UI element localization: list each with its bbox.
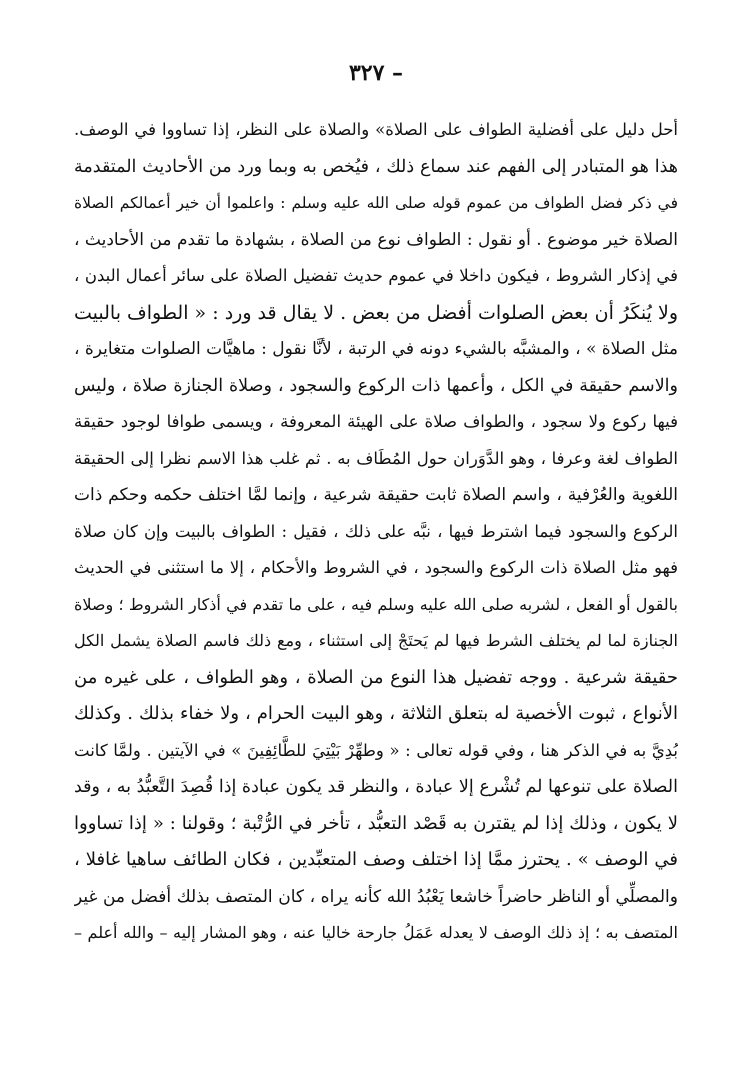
text-line: لا يكون ، وذلك إذا لم يقترن به قَصْد التعبُّد ، تأخر في الرُّتْبة ؛ وقولنا : « إذا تساووا xyxy=(74,812,678,834)
text-line: الصلاة خير موضوع . أو نقول : الطواف نوع من الصلاة ، بشهادة ما تقدم من الأحاديث ، xyxy=(74,229,678,250)
text-line: الركوع والسجود فيما اشترط فيها ، نبَّه على ذلك ، فقيل : الطواف بالبيت وإن كان صلاة xyxy=(74,521,678,541)
text-line: فيها ركوع ولا سجود ، والطواف صلاة على الهيئة المعروفة ، ويسمى طوافا لوجود حقيقة xyxy=(74,412,678,431)
text-line: الأنواع ، ثبوت الأخصية له بتعلق الثلاثة ، وهو البيت الحرام ، ولا خفاء بذلك . وكذلك xyxy=(74,703,678,724)
text-line: فهو مثل الصلاة ذات الركوع والسجود ، في الشروط والأحكام ، إلا ما استثنى في الحديث xyxy=(74,558,678,577)
text-line: هذا هو المتبادر إلى الفهم عند سماع ذلك ، فيُخص به وبما ورد من الأحاديث المتقدمة xyxy=(74,156,678,177)
text-line: والمصلِّي أو الناظر حاضراً خاشعا يَعْبُدُ الله كأنه يراه ، كان المتصف بذلك أفضل من غير xyxy=(74,886,678,907)
text-line: المتصف به ؛ إذ ذلك الوصف لا يعدله عَمَلُ جارحة خاليا عنه ، وهو المشار إليه – والله أعلم – xyxy=(74,923,678,942)
text-line: بالقول أو الفعل ، لشربه صلى الله عليه وسلم فيه ، على ما تقدم في أذكار الشروط ؛ وصلاة xyxy=(74,594,678,614)
text-line: ولا يُنكَرُ أن بعض الصلوات أفضل من بعض . لا يقال قد ورد : « الطواف بالبيت xyxy=(74,301,678,324)
text-line: الصلاة على تنوعها لم تُشْرع إلا عبادة ، والنظر قد يكون عبادة إذا قُصِدَ التَّعبُّدُ به ، وقد xyxy=(74,777,678,797)
text-line: حقيقة شرعية . ووجه تفضيل هذا النوع من الصلاة ، وهو الطواف ، على غيره من xyxy=(74,666,678,688)
text-line: بُدِيَّ به في الذكر هنا ، وفي قوله تعالى : « وطهِّرْ بَيْتِيَ للطَّائِفِينَ » في الآيتين . ولمَّا كانت xyxy=(74,740,678,760)
text-line: في الوصف » . يحترز ممَّا إذا اختلف وصف المتعبِّدين ، فكان الطائف ساهيا غافلا ، xyxy=(74,849,678,870)
text-line: في إذكار الشروط ، فيكون داخلا في عموم حديث تفضيل الصلاة على سائر أعمال البدن ، xyxy=(74,266,678,285)
text-line: أحل دليل على أفضلية الطواف على الصلاة» والصلاة على النظر، إذا تساووا في الوصف. xyxy=(74,120,678,139)
text-line: الجنازة لما لم يختلف الشرط فيها لم يَحتَجْ إلى استثناء ، ومع ذلك فاسم الصلاة يشمل الكل xyxy=(74,631,678,650)
text-line: مثل الصلاة » ، والمشبَّه بالشيء دونه في الرتبة ، لأنَّا نقول : ماهيَّات الصلوات متغايرة ، xyxy=(74,339,678,359)
body-text xyxy=(74,112,678,952)
text-line: في ذكر فضل الطواف من عموم قوله صلى الله عليه وسلم : واعلموا أن خير أعمالكم الصلاة xyxy=(74,194,678,212)
text-line: والاسم حقيقة في الكل ، وأعمها ذات الركوع والسجود ، وصلاة الجنازة صلاة ، وليس xyxy=(74,375,678,396)
text-line: الطواف لغة وعرفا ، وهو الدَّوَران حول المُطَاف به . ثم غلب هذا الاسم نظرا إلى الحقيقة xyxy=(74,448,678,468)
page-number: – ٣٢٧ xyxy=(348,60,404,86)
text-line: اللغوية والعُرْفية ، واسم الصلاة ثابت حقيقة شرعية ، وإنما لمَّا اختلف حكمه وحكم ذات xyxy=(74,485,678,505)
